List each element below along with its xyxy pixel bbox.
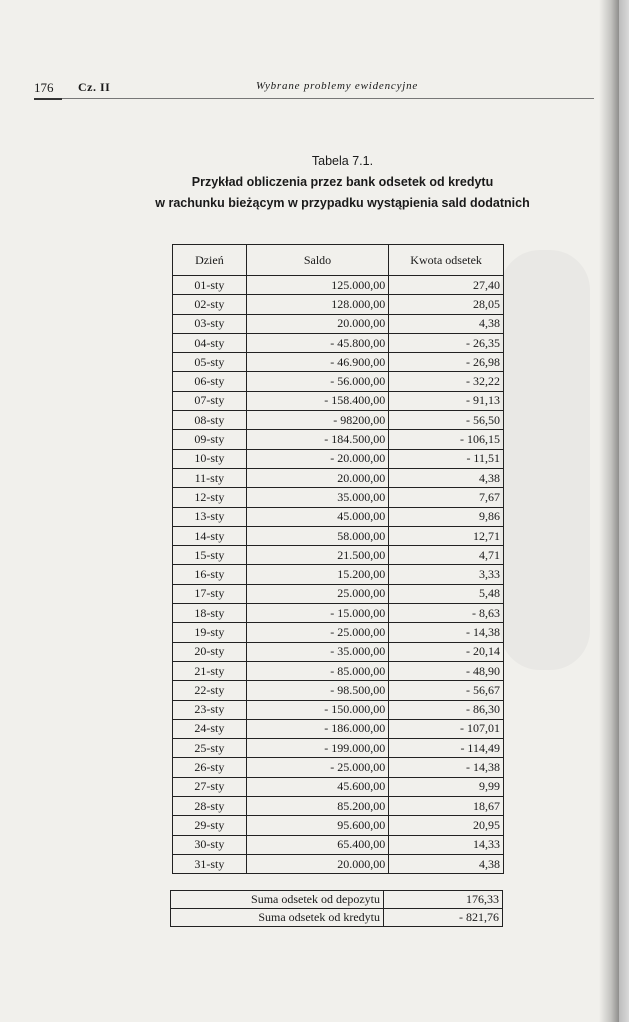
kwota-cell: - 26,35	[389, 333, 504, 352]
table-caption-line-1: Przykład obliczenia przez bank odsetek od kredytu	[191, 175, 494, 189]
day-cell: 26-sty	[173, 758, 247, 777]
chapter-label: Cz. II	[78, 80, 111, 94]
day-cell: 08-sty	[173, 411, 247, 430]
interest-table	[172, 244, 504, 874]
saldo-cell: 35.000,00	[246, 488, 388, 507]
day-cell: 14-sty	[173, 526, 247, 545]
table-row	[173, 777, 504, 796]
table-label: Tabela 7.1.	[311, 154, 374, 168]
kwota-cell: - 11,51	[389, 449, 504, 468]
day-cell: 09-sty	[173, 430, 247, 449]
day-cell: 27-sty	[173, 777, 247, 796]
kwota-cell: - 91,13	[389, 391, 504, 410]
table-body	[173, 276, 504, 874]
saldo-cell: - 98.500,00	[246, 681, 388, 700]
saldo-cell: 45.000,00	[246, 507, 388, 526]
sum-value: - 821,76	[384, 909, 503, 927]
kwota-cell: 18,67	[389, 797, 504, 816]
table-row	[173, 314, 504, 333]
saldo-cell: - 25.000,00	[246, 758, 388, 777]
table-row	[173, 739, 504, 758]
saldo-cell: 95.600,00	[246, 816, 388, 835]
table-row	[173, 565, 504, 584]
sum-row-deposit	[171, 891, 503, 909]
table-row	[173, 623, 504, 642]
kwota-cell: 20,95	[389, 816, 504, 835]
day-cell: 17-sty	[173, 584, 247, 603]
saldo-cell: - 56.000,00	[246, 372, 388, 391]
saldo-cell: 20.000,00	[246, 854, 388, 873]
kwota-cell: - 14,38	[389, 623, 504, 642]
table-row	[173, 661, 504, 680]
day-cell: 04-sty	[173, 333, 247, 352]
table-row	[173, 488, 504, 507]
table-row	[173, 468, 504, 487]
header-rule	[34, 98, 594, 99]
saldo-cell: 58.000,00	[246, 526, 388, 545]
kwota-cell: - 106,15	[389, 430, 504, 449]
saldo-cell: 20.000,00	[246, 314, 388, 333]
column-header-saldo: Saldo	[246, 245, 388, 276]
table-row	[173, 411, 504, 430]
saldo-cell: - 184.500,00	[246, 430, 388, 449]
kwota-cell: 9,86	[389, 507, 504, 526]
day-cell: 25-sty	[173, 739, 247, 758]
table-row	[173, 430, 504, 449]
saldo-cell: - 46.900,00	[246, 353, 388, 372]
kwota-cell: - 26,98	[389, 353, 504, 372]
table-row	[173, 333, 504, 352]
day-cell: 02-sty	[173, 295, 247, 314]
day-cell: 01-sty	[173, 276, 247, 295]
kwota-cell: 4,38	[389, 468, 504, 487]
kwota-cell: - 114,49	[389, 739, 504, 758]
table-row	[173, 276, 504, 295]
table-row	[173, 816, 504, 835]
day-cell: 03-sty	[173, 314, 247, 333]
day-cell: 28-sty	[173, 797, 247, 816]
table-row	[173, 719, 504, 738]
table-row	[173, 854, 504, 873]
day-cell: 16-sty	[173, 565, 247, 584]
kwota-cell: - 56,67	[389, 681, 504, 700]
kwota-cell: - 86,30	[389, 700, 504, 719]
page-number: 176	[34, 80, 54, 95]
kwota-cell: - 32,22	[389, 372, 504, 391]
day-cell: 23-sty	[173, 700, 247, 719]
saldo-cell: - 158.400,00	[246, 391, 388, 410]
sum-label: Suma odsetek od kredytu	[171, 909, 384, 927]
day-cell: 18-sty	[173, 604, 247, 623]
saldo-cell: 128.000,00	[246, 295, 388, 314]
kwota-cell: - 8,63	[389, 604, 504, 623]
table-row	[173, 353, 504, 372]
page-header	[34, 80, 594, 102]
day-cell: 29-sty	[173, 816, 247, 835]
sums-table	[170, 890, 503, 927]
kwota-cell: 5,48	[389, 584, 504, 603]
table-row	[173, 546, 504, 565]
saldo-cell: 125.000,00	[246, 276, 388, 295]
kwota-cell: 9,99	[389, 777, 504, 796]
day-cell: 22-sty	[173, 681, 247, 700]
sum-label: Suma odsetek od depozytu	[171, 891, 384, 909]
saldo-cell: - 199.000,00	[246, 739, 388, 758]
saldo-cell: - 98200,00	[246, 411, 388, 430]
table-row	[173, 604, 504, 623]
day-cell: 06-sty	[173, 372, 247, 391]
day-cell: 11-sty	[173, 468, 247, 487]
saldo-cell: - 186.000,00	[246, 719, 388, 738]
kwota-cell: 27,40	[389, 276, 504, 295]
kwota-cell: 4,71	[389, 546, 504, 565]
table-row	[173, 642, 504, 661]
running-title: Wybrane problemy ewidencyjne	[256, 80, 419, 92]
table-row	[173, 700, 504, 719]
saldo-cell: 20.000,00	[246, 468, 388, 487]
paper-shadow	[500, 250, 590, 670]
sum-row-credit	[171, 909, 503, 927]
day-cell: 15-sty	[173, 546, 247, 565]
kwota-cell: - 48,90	[389, 661, 504, 680]
table-row	[173, 835, 504, 854]
table-row	[173, 295, 504, 314]
day-cell: 05-sty	[173, 353, 247, 372]
saldo-cell: 85.200,00	[246, 797, 388, 816]
column-header-day: Dzień	[173, 245, 247, 276]
saldo-cell: - 45.800,00	[246, 333, 388, 352]
kwota-cell: 7,67	[389, 488, 504, 507]
saldo-cell: - 85.000,00	[246, 661, 388, 680]
table-row	[173, 758, 504, 777]
day-cell: 12-sty	[173, 488, 247, 507]
kwota-cell: 12,71	[389, 526, 504, 545]
day-cell: 30-sty	[173, 835, 247, 854]
table-row	[173, 526, 504, 545]
day-cell: 19-sty	[173, 623, 247, 642]
day-cell: 10-sty	[173, 449, 247, 468]
saldo-cell: - 25.000,00	[246, 623, 388, 642]
day-cell: 21-sty	[173, 661, 247, 680]
saldo-cell: - 150.000,00	[246, 700, 388, 719]
table-row	[173, 372, 504, 391]
kwota-cell: - 107,01	[389, 719, 504, 738]
kwota-cell: 14,33	[389, 835, 504, 854]
kwota-cell: - 56,50	[389, 411, 504, 430]
day-cell: 13-sty	[173, 507, 247, 526]
sum-value: 176,33	[384, 891, 503, 909]
day-cell: 20-sty	[173, 642, 247, 661]
day-cell: 07-sty	[173, 391, 247, 410]
table-row	[173, 681, 504, 700]
kwota-cell: 4,38	[389, 314, 504, 333]
table-row	[173, 507, 504, 526]
table-caption-line-2: w rachunku bieżącym w przypadku wystąpienia sald dodatnich	[155, 196, 530, 210]
kwota-cell: 28,05	[389, 295, 504, 314]
saldo-cell: - 15.000,00	[246, 604, 388, 623]
table-row	[173, 391, 504, 410]
saldo-cell: - 35.000,00	[246, 642, 388, 661]
header-rule-accent	[34, 98, 62, 100]
saldo-cell: - 20.000,00	[246, 449, 388, 468]
day-cell: 24-sty	[173, 719, 247, 738]
saldo-cell: 21.500,00	[246, 546, 388, 565]
table-header-row	[173, 245, 504, 276]
saldo-cell: 15.200,00	[246, 565, 388, 584]
table-row	[173, 797, 504, 816]
kwota-cell: - 20,14	[389, 642, 504, 661]
saldo-cell: 65.400,00	[246, 835, 388, 854]
saldo-cell: 25.000,00	[246, 584, 388, 603]
saldo-cell: 45.600,00	[246, 777, 388, 796]
table-row	[173, 584, 504, 603]
kwota-cell: 4,38	[389, 854, 504, 873]
kwota-cell: - 14,38	[389, 758, 504, 777]
kwota-cell: 3,33	[389, 565, 504, 584]
day-cell: 31-sty	[173, 854, 247, 873]
column-header-kwota: Kwota odsetek	[389, 245, 504, 276]
table-row	[173, 449, 504, 468]
